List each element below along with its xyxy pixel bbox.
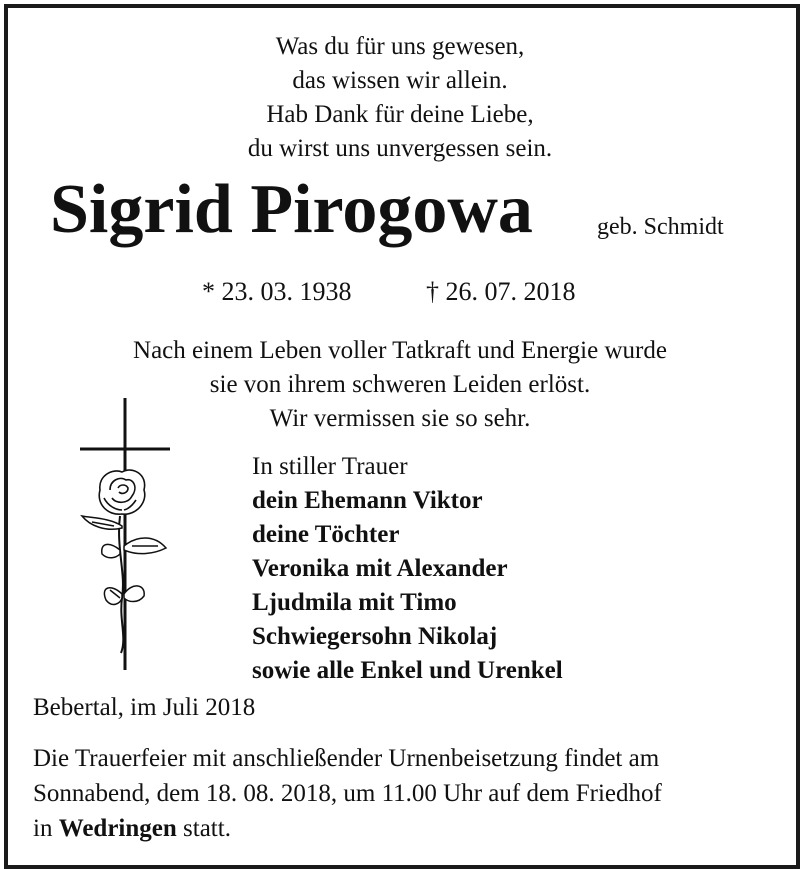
death-date: † 26. 07. 2018 <box>426 277 576 306</box>
mourner-name: Veronika mit Alexander <box>252 555 508 582</box>
mourner-name: deine Töchter <box>252 521 400 548</box>
memorial-poem <box>0 30 800 166</box>
funeral-in: in <box>33 815 53 842</box>
poem-line: Hab Dank für deine Liebe, <box>266 101 534 128</box>
sentence-line: sie von ihrem schweren Leiden erlöst. <box>209 371 591 398</box>
poem-line: Was du für uns gewesen, <box>275 33 525 60</box>
mourner-name: dein Ehemann Viktor <box>252 487 483 514</box>
maiden-name: geb. Schmidt <box>597 214 724 240</box>
birth-date: * 23. 03. 1938 <box>202 277 352 306</box>
funeral-statt: statt. <box>183 815 231 842</box>
poem-line: das wissen wir allein. <box>292 67 508 94</box>
sentence-line: Wir vermissen sie so sehr. <box>269 405 531 432</box>
funeral-line: Die Trauerfeier mit anschließender Urnenbeisetzung findet am <box>33 745 660 772</box>
mourners-intro: In stiller Trauer <box>252 453 408 480</box>
poem-line: du wirst uns unvergessen sein. <box>247 135 553 162</box>
mourners-block <box>252 450 563 688</box>
funeral-line-3 <box>33 811 793 846</box>
deceased-name-row <box>0 170 800 250</box>
funeral-line: Sonnabend, dem 18. 08. 2018, um 11.00 Uhr auf dem Friedhof <box>33 780 662 807</box>
mourner-name: Ljudmila mit Timo <box>252 589 457 616</box>
deceased-name: Sigrid Pirogowa <box>50 171 533 248</box>
mourner-name: Schwiegersohn Nikolaj <box>252 623 498 650</box>
cross-rose-icon <box>70 398 180 673</box>
funeral-location: Wedringen <box>58 815 177 842</box>
sentence-line: Nach einem Leben voller Tatkraft und Energie wurde <box>133 337 667 364</box>
mourner-name: sowie alle Enkel und Urenkel <box>252 657 563 684</box>
place-date: Bebertal, im Juli 2018 <box>33 694 256 721</box>
funeral-info <box>33 741 793 846</box>
